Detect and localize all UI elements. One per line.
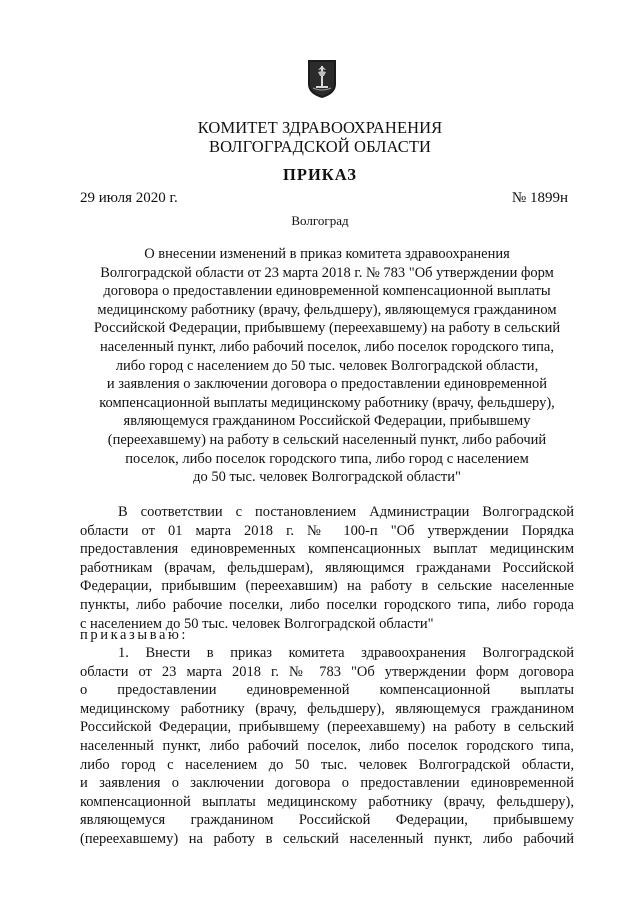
- preamble-line: области от 01 марта 2018 г. № 100-п "Об утверждении Порядка: [80, 522, 574, 539]
- order-word: [80, 626, 574, 645]
- subject-line: медицинскому работнику (врачу, фельдшеру), являющемуся гражданином: [97, 301, 557, 318]
- subject-line: являющемуся гражданином Российской Федерации, прибывшему: [123, 413, 531, 430]
- item-line: Российской Федерации, прибывшему (переехавшему) на работу в сельский: [80, 719, 574, 736]
- preamble-paragraph: [80, 503, 574, 633]
- subject-line: Российской Федерации, прибывшему (переехавшему) на работу в сельский: [93, 320, 561, 337]
- item-line: населенный пункт, либо рабочий поселок, либо поселок городского типа,: [80, 737, 574, 754]
- item-line: медицинскому работнику (врачу, фельдшеру), являющемуся гражданином: [80, 700, 574, 717]
- order-number: № 1899н: [511, 190, 568, 206]
- item-line: (переехавшему) на работу в сельский населенный пункт, либо рабочий: [80, 830, 574, 847]
- document-type-title: ПРИКАЗ: [283, 165, 357, 184]
- item-line: области от 23 марта 2018 г. № 783 "Об утверждении форм договора: [80, 663, 574, 680]
- item-1-paragraph: [80, 644, 574, 849]
- organization-name-line1: КОМИТЕТ ЗДРАВООХРАНЕНИЯ: [197, 118, 443, 137]
- order-subject: [80, 245, 574, 487]
- subject-line: поселок, либо поселок городского типа, либо город с населением: [125, 450, 529, 467]
- subject-line: либо город с населением до 50 тыс. человек Волгоградской области,: [115, 357, 539, 374]
- subject-line: населенный пункт, либо рабочий поселок, либо поселок городского типа,: [100, 338, 554, 355]
- organization-name-line2: ВОЛГОГРАДСКОЙ ОБЛАСТИ: [208, 137, 432, 156]
- order-date: 29 июля 2020 г.: [80, 190, 178, 206]
- preamble-line: работникам (врачам, фельдшерам), являющимся гражданами Российской: [80, 559, 574, 576]
- order-word-text: приказываю:: [80, 627, 189, 643]
- subject-line: договора о предоставлении единовременной компенсационной выплаты: [103, 283, 551, 300]
- item-line: и заявления о заключении договора о предоставлении единовременной: [80, 775, 574, 792]
- preamble-line: пункты, либо рабочие поселки, либо поселки городского типа, либо города: [80, 596, 574, 613]
- city-name: Волгоград: [291, 213, 349, 228]
- subject-line: до 50 тыс. человек Волгоградской области": [193, 469, 461, 486]
- subject-line: (переехавшему) на работу в сельский населенный пункт, либо рабочий: [107, 431, 547, 448]
- subject-line: Волгоградской области от 23 марта 2018 г. № 783 "Об утверждении форм: [100, 264, 554, 281]
- coat-of-arms-icon: [306, 58, 338, 100]
- item-line: 1. Внести в приказ комитета здравоохранения Волгоградской: [118, 645, 574, 661]
- preamble-line: с населением до 50 тыс. человек Волгоградской области": [80, 615, 434, 632]
- subject-line: О внесении изменений в приказ комитета здравоохранения: [144, 246, 510, 262]
- item-line: компенсационной выплаты медицинскому работнику (врачу, фельдшеру),: [80, 793, 574, 810]
- item-line: либо город с населением до 50 тыс. человек Волгоградской области,: [80, 756, 574, 773]
- preamble-line: предоставления единовременных компенсационных выплат медицинским: [80, 541, 574, 558]
- subject-line: компенсационной выплаты медицинскому работнику (врачу, фельдшеру),: [99, 394, 555, 411]
- preamble-line: В соответствии с постановлением Администрации Волгоградской: [118, 504, 574, 520]
- item-line: являющемуся гражданином Российской Федерации, прибывшему: [80, 812, 574, 829]
- item-line: о предоставлении единовременной компенсационной выплаты: [80, 682, 574, 699]
- preamble-line: Федерации, прибывшим (переехавшим) на работу в сельские населенные: [80, 578, 574, 595]
- subject-line: и заявления о заключении договора о предоставлении единовременной: [106, 376, 548, 393]
